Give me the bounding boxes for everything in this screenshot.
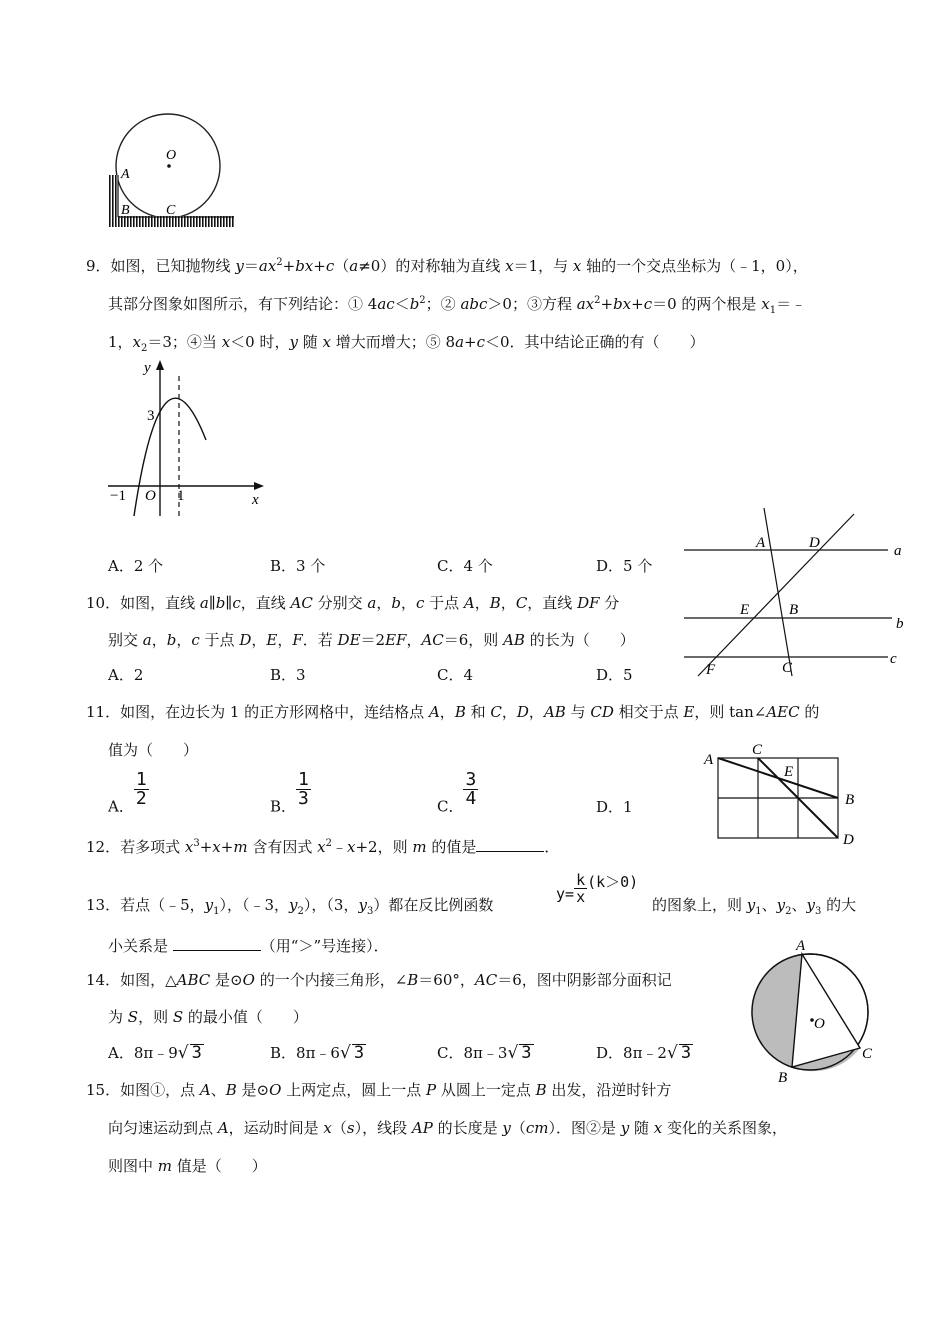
circle-corner-figure <box>100 108 240 233</box>
q10-option-c[interactable]: C．4 <box>437 666 474 684</box>
fig11-label-D: D <box>843 832 854 848</box>
q14-option-b[interactable]: B．8π﹣6√ 3 <box>270 1043 365 1063</box>
graph-y-label: y <box>144 360 151 376</box>
q11-option-b[interactable]: B． $\frac{1}{3}$ <box>270 769 309 816</box>
parallel-lines-figure <box>678 508 906 680</box>
graph-tick-3: 3 <box>147 408 155 424</box>
fig14-label-O: O <box>814 1016 825 1032</box>
parabola-graph <box>104 358 274 520</box>
fig10-label-F: F <box>706 662 716 678</box>
fig11-label-A: A <box>704 752 714 768</box>
q14-option-c[interactable]: C．8π﹣3√ 3 <box>437 1043 532 1063</box>
fig10-label-b: b <box>896 616 904 632</box>
fig14-label-B: B <box>778 1070 788 1086</box>
fraction-three-quarters: $\frac{3}{4}$ <box>465 769 477 809</box>
q14-option-d[interactable]: D．8π﹣2√ 3 <box>596 1043 692 1063</box>
graph-origin: O <box>145 488 156 504</box>
q11-line2: 值为（ ） <box>108 741 199 759</box>
q11-option-a[interactable]: A． $\frac{1}{2}$ <box>108 769 147 816</box>
fig10-label-C: C <box>782 660 793 676</box>
q14-number: 14． <box>86 971 121 989</box>
q15-line3: 则图中 m 值是（ ） <box>108 1157 267 1175</box>
graph-x-label: x <box>252 492 259 508</box>
fig8-label-O: O <box>166 148 177 163</box>
fraction-one-half: $\frac{1}{2}$ <box>135 769 147 809</box>
q15-number: 15． <box>86 1081 121 1099</box>
fig11-label-E: E <box>784 764 794 780</box>
q9-option-c[interactable]: C．4 个 <box>437 557 493 575</box>
q12-answer-blank[interactable] <box>476 851 544 852</box>
q13-line1-end: 的图象上，则 $y_1$、$y_2$、$y_3$ 的大 <box>652 896 857 917</box>
fig14-label-C: C <box>862 1046 873 1062</box>
q13-answer-blank[interactable] <box>173 950 261 951</box>
fig8-label-C: C <box>166 203 176 218</box>
inscribed-triangle-figure <box>748 936 884 1088</box>
q11-option-d[interactable]: D．1 <box>596 798 633 816</box>
fig10-label-B: B <box>789 602 799 618</box>
graph-tick-neg1: −1 <box>110 488 126 504</box>
q13-line1: 13．若点（﹣5，$y_1$），（﹣3，$y_2$），（3，$y_3$）都在反比例函数 <box>86 896 494 917</box>
q9-option-d[interactable]: D．5 个 <box>596 557 653 575</box>
fig11-label-B: B <box>845 792 855 808</box>
q9-line1: 9．如图，已知抛物线 $y=ax^2+bx+c(a\ne 0)$的对称轴为直线 x＝1，与 x 轴的一个交点坐标为（﹣1，0）， <box>86 257 808 275</box>
q14-line1: 14．如图，△ABC 是⊙O 的一个内接三角形，∠B＝60°，AC＝6，图中阴影部分面积记 <box>86 971 672 989</box>
q14-line2: 为 S，则 S 的最小值（ ） <box>108 1008 308 1026</box>
fig11-label-C: C <box>752 742 763 758</box>
q10-line2: 别交 a，b，c 于点 D，E，F．若 DE＝2EF，AC＝6，则 AB 的长为（ ） <box>108 631 635 649</box>
fig10-label-E: E <box>740 602 750 618</box>
q15-line1: 15．如图①，点 A、B 是⊙O 上两定点，圆上一点 P 从圆上一定点 B 出发，沿逆时针方 <box>86 1081 672 1099</box>
q10-option-d[interactable]: D．5 <box>596 666 633 684</box>
fig8-label-B: B <box>121 203 130 218</box>
fig10-label-D: D <box>809 535 820 551</box>
fig10-label-c: c <box>890 651 897 667</box>
q13-number: 13． <box>86 896 121 914</box>
q10-number: 10． <box>86 594 121 612</box>
q9-line3: 1，$x_2=3$；④当 x＜0 时，y 随 x 增大而增大；⑤ 8a+c＜0．其中结论正确的有（ ） <box>108 333 705 354</box>
q11-line1: 11．如图，在边长为 1 的正方形网格中，连结格点 A，B 和 C，D，AB 与 CD 相交于点 E，则 tan∠AEC 的 <box>86 703 820 721</box>
q10-option-a[interactable]: A．2 <box>108 666 144 684</box>
fig10-label-A: A <box>756 535 766 551</box>
q14-option-a[interactable]: A．8π﹣9√ 3 <box>108 1043 202 1063</box>
fig10-label-a: a <box>894 543 902 559</box>
q13-line2: 小关系是 （用“＞”号连接）． <box>108 937 389 955</box>
inverse-function-formula: y= $\frac{k}{x}$ (k＞0) <box>556 871 639 906</box>
grid-figure <box>700 738 870 850</box>
q12-line: 12．若多项式 $x^3+x+m$ 含有因式 $x^2﹣x+2$，则 m 的值是 ． <box>86 838 560 856</box>
q15-line2: 向匀速运动到点 A，运动时间是 x（s），线段 AP 的长度是 y（cm）．图②是 y 随 x 变化的关系图象， <box>108 1119 788 1137</box>
fig8-label-A: A <box>121 167 130 182</box>
q9-line2: 其部分图象如图所示，有下列结论：① $4ac<b^2$；② abc＞0；③方程 $ax^2+bx+c=0$ 的两个根是 $x_1=﹣$ <box>108 295 807 316</box>
q9-option-b[interactable]: B．3 个 <box>270 557 326 575</box>
q11-number: 11． <box>86 703 121 721</box>
q10-line1: 10．如图，直线 a∥b∥c，直线 AC 分别交 a，b，c 于点 A，B，C，直线 DF 分 <box>86 594 620 612</box>
q10-option-b[interactable]: B．3 <box>270 666 306 684</box>
fig14-label-A: A <box>796 938 806 954</box>
fraction-one-third: $\frac{1}{3}$ <box>298 769 309 809</box>
q9-option-a[interactable]: A．2 个 <box>108 557 164 575</box>
q12-number: 12． <box>86 838 121 856</box>
q11-option-c[interactable]: C． $\frac{3}{4}$ <box>437 769 477 816</box>
q9-number: 9． <box>86 257 111 275</box>
graph-tick-1: 1 <box>177 488 185 504</box>
